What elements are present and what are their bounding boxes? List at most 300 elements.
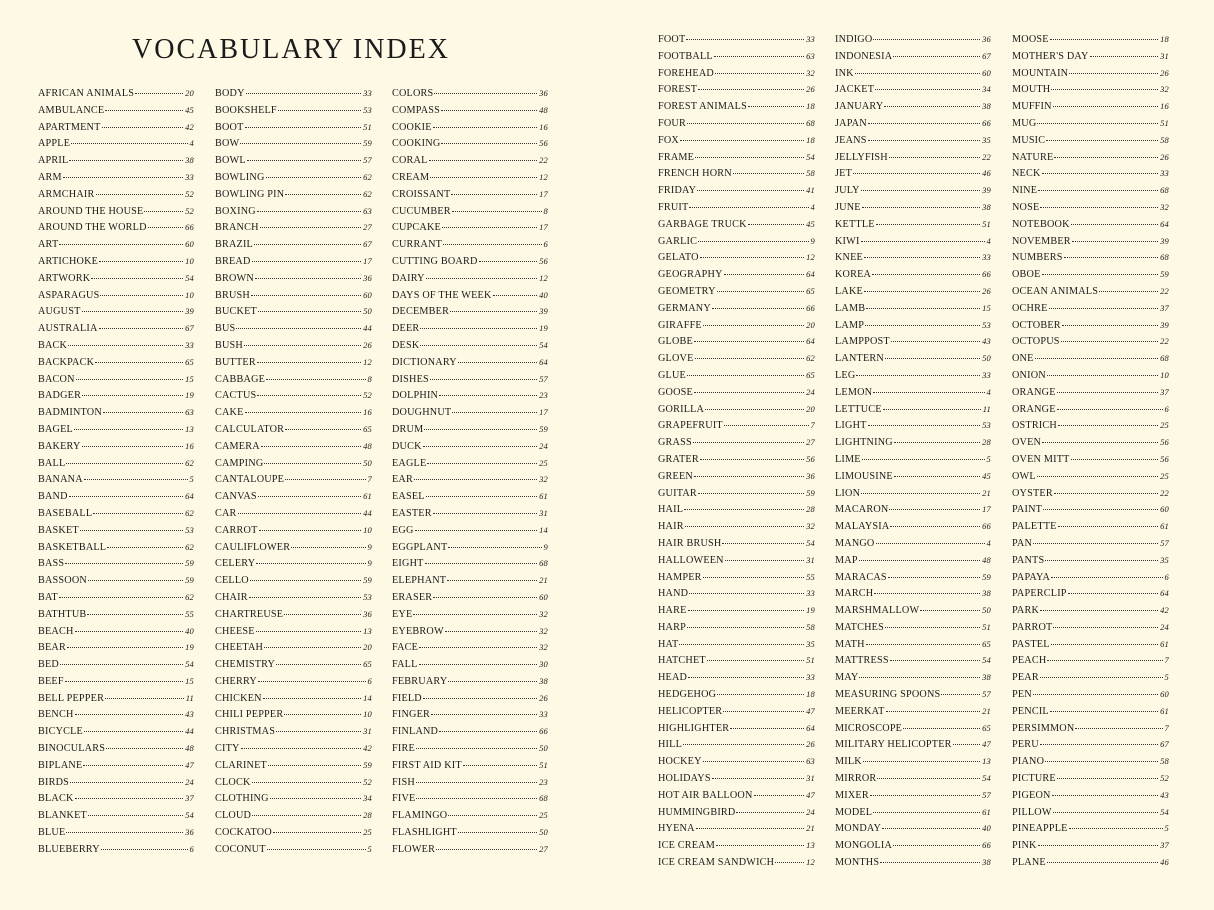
index-entry: [835, 773, 991, 790]
dot-leader: [698, 241, 808, 242]
entry-page-number: 53: [982, 420, 991, 431]
entry-page-number: 33: [185, 339, 194, 350]
entry-word: ONION: [1012, 369, 1046, 381]
index-entry: [658, 723, 815, 740]
dot-leader: [886, 711, 981, 712]
entry-page-number: 42: [1160, 605, 1169, 616]
index-column-5: [835, 34, 991, 874]
entry-page-number: 38: [982, 201, 991, 212]
entry-page-number: 33: [982, 369, 991, 380]
entry-page-number: 38: [539, 675, 548, 686]
index-entry: [658, 605, 815, 622]
dot-leader: [238, 513, 362, 514]
dot-leader: [436, 849, 537, 850]
dot-leader: [419, 647, 537, 648]
entry-page-number: 54: [982, 773, 991, 784]
index-entry: [215, 558, 372, 575]
index-entry: [215, 424, 372, 441]
entry-page-number: 6: [367, 675, 372, 686]
entry-word: ARTICHOKE: [38, 255, 99, 267]
entry-page-number: 6: [543, 239, 548, 250]
dot-leader: [101, 849, 188, 850]
dot-leader: [864, 257, 980, 258]
entry-word: EYEBROW: [392, 625, 444, 637]
index-entry: [835, 51, 991, 68]
index-entry: [658, 353, 815, 370]
dot-leader: [429, 160, 538, 161]
index-entry: [215, 793, 372, 810]
entry-word: FRIDAY: [658, 185, 697, 197]
entry-word: MAP: [835, 554, 858, 566]
entry-page-number: 53: [185, 524, 194, 535]
dot-leader: [1047, 660, 1162, 661]
entry-word: COCKATOO: [215, 827, 272, 839]
entry-word: BICYCLE: [38, 726, 83, 738]
index-entry: [1012, 823, 1169, 840]
entry-word: GLOVE: [658, 353, 694, 365]
entry-word: CHEETAH: [215, 642, 264, 654]
index-entry: [658, 202, 815, 219]
entry-page-number: 26: [539, 692, 548, 703]
index-entry: [38, 424, 194, 441]
dot-leader: [863, 761, 980, 762]
index-entry: [392, 777, 548, 794]
index-entry: [215, 105, 372, 122]
entry-word: CARROT: [215, 524, 258, 536]
entry-page-number: 55: [806, 571, 815, 582]
entry-word: HOT AIR BALLOON: [658, 789, 753, 801]
entry-word: CAKE: [215, 407, 244, 419]
index-entry: [38, 709, 194, 726]
entry-word: PERU: [1012, 739, 1039, 751]
dot-leader: [695, 358, 805, 359]
index-entry: [392, 709, 548, 726]
entry-page-number: 4: [189, 138, 194, 149]
entry-page-number: 59: [363, 138, 372, 149]
dot-leader: [82, 395, 183, 396]
entry-word: KOREA: [835, 269, 872, 281]
entry-page-number: 26: [806, 739, 815, 750]
index-entry: [38, 844, 194, 861]
entry-word: CHICKEN: [215, 692, 262, 704]
dot-leader: [1075, 728, 1162, 729]
entry-word: DAYS OF THE WEEK: [392, 289, 492, 301]
dot-leader: [941, 694, 980, 695]
entry-word: JELLYFISH: [835, 151, 888, 163]
entry-word: LION: [835, 487, 861, 499]
entry-word: MUFFIN: [1012, 101, 1052, 113]
entry-page-number: 10: [363, 524, 372, 535]
entry-word: BINOCULARS: [38, 743, 106, 755]
dot-leader: [754, 795, 805, 796]
entry-page-number: 6: [1164, 571, 1169, 582]
dot-leader: [698, 493, 804, 494]
index-entry: [38, 390, 194, 407]
entry-word: PILLOW: [1012, 806, 1052, 818]
index-entry: [215, 122, 372, 139]
index-entry: [215, 340, 372, 357]
entry-page-number: 62: [363, 188, 372, 199]
entry-page-number: 15: [185, 675, 194, 686]
dot-leader: [423, 698, 537, 699]
entry-page-number: 20: [185, 88, 194, 98]
entry-word: BADGER: [38, 390, 82, 402]
index-entry: [215, 827, 372, 844]
entry-page-number: 52: [185, 188, 194, 199]
entry-word: CHEESE: [215, 625, 255, 637]
dot-leader: [688, 677, 804, 678]
entry-page-number: 37: [185, 793, 194, 804]
entry-page-number: 26: [1160, 151, 1169, 162]
entry-word: GEOMETRY: [658, 285, 716, 297]
index-entry: [835, 185, 991, 202]
entry-word: BODY: [215, 88, 245, 99]
index-entry: [215, 256, 372, 273]
entry-word: FRUIT: [658, 201, 689, 213]
entry-page-number: 51: [363, 121, 372, 132]
entry-word: FINLAND: [392, 726, 439, 738]
entry-page-number: 65: [806, 285, 815, 296]
entry-page-number: 59: [363, 575, 372, 586]
dot-leader: [694, 341, 804, 342]
entry-page-number: 59: [363, 759, 372, 770]
entry-page-number: 41: [806, 185, 815, 196]
index-entry: [215, 474, 372, 491]
index-entry: [392, 390, 548, 407]
index-entry: [835, 723, 991, 740]
dot-leader: [862, 459, 985, 460]
dot-leader: [99, 328, 184, 329]
entry-page-number: 68: [539, 558, 548, 569]
entry-word: COMPASS: [392, 104, 441, 116]
dot-leader: [684, 509, 804, 510]
entry-word: BACON: [38, 373, 75, 385]
entry-page-number: 21: [806, 823, 815, 834]
dot-leader: [1051, 89, 1158, 90]
entry-page-number: 22: [539, 155, 548, 166]
entry-page-number: 64: [539, 356, 548, 367]
entry-word: CHAIR: [215, 591, 248, 603]
index-entry: [1012, 605, 1169, 622]
dot-leader: [1054, 157, 1158, 158]
entry-page-number: 28: [982, 437, 991, 448]
index-entry: [38, 659, 194, 676]
index-entry: [835, 370, 991, 387]
entry-word: CALCULATOR: [215, 423, 285, 435]
index-entry: [215, 777, 372, 794]
entry-word: MOUTH: [1012, 84, 1051, 96]
dot-leader: [870, 795, 980, 796]
entry-word: BRAZIL: [215, 239, 253, 251]
entry-page-number: 64: [806, 336, 815, 347]
entry-word: EAR: [392, 474, 413, 486]
index-entry: [392, 138, 548, 155]
entry-word: COOKING: [392, 138, 441, 150]
dot-leader: [1050, 39, 1158, 40]
entry-word: CITY: [215, 743, 240, 755]
entry-word: CLOTHING: [215, 793, 269, 805]
dot-leader: [1062, 325, 1158, 326]
entry-word: ICE CREAM SANDWICH: [658, 857, 775, 869]
entry-page-number: 56: [1160, 437, 1169, 448]
entry-word: MATTRESS: [835, 655, 889, 667]
entry-page-number: 60: [539, 591, 548, 602]
dot-leader: [1058, 425, 1158, 426]
entry-word: NOSE: [1012, 201, 1040, 213]
entry-page-number: 38: [982, 672, 991, 683]
entry-page-number: 9: [367, 558, 372, 569]
entry-page-number: 32: [1160, 201, 1169, 212]
entry-word: MANGO: [835, 537, 875, 549]
entry-page-number: 25: [539, 810, 548, 821]
index-entry: [1012, 168, 1169, 185]
dot-leader: [266, 177, 362, 178]
index-entry: [835, 706, 991, 723]
dot-leader: [722, 543, 804, 544]
entry-page-number: 44: [363, 323, 372, 334]
entry-word: FLAMINGO: [392, 810, 448, 822]
entry-word: OVEN: [1012, 437, 1042, 449]
entry-word: MEERKAT: [835, 705, 885, 717]
index-entry: [392, 542, 548, 559]
dot-leader: [59, 597, 183, 598]
index-entry: [392, 357, 548, 374]
entry-word: MONTHS: [835, 857, 880, 869]
entry-page-number: 12: [363, 356, 372, 367]
entry-page-number: 24: [1160, 621, 1169, 632]
index-entry: [1012, 689, 1169, 706]
entry-word: BELL PEPPER: [38, 692, 105, 704]
entry-word: JACKET: [835, 84, 875, 96]
dot-leader: [868, 140, 981, 141]
dot-leader: [266, 379, 365, 380]
index-entry: [392, 239, 548, 256]
entry-word: CHARTREUSE: [215, 608, 284, 620]
entry-page-number: 45: [185, 104, 194, 115]
entry-word: LAMB: [835, 302, 866, 314]
dot-leader: [439, 731, 537, 732]
index-entry: [658, 185, 815, 202]
index-entry: [1012, 202, 1169, 219]
dot-leader: [1069, 828, 1163, 829]
entry-page-number: 54: [185, 272, 194, 283]
entry-word: GEOGRAPHY: [658, 269, 723, 281]
entry-page-number: 67: [363, 239, 372, 250]
index-entry: [392, 474, 548, 491]
dot-leader: [1047, 862, 1158, 863]
index-entry: [835, 68, 991, 85]
dot-leader: [685, 526, 804, 527]
index-entry: [392, 424, 548, 441]
entry-page-number: 9: [810, 235, 815, 246]
index-entry: [392, 407, 548, 424]
entry-word: BEAR: [38, 642, 66, 654]
entry-word: AUGUST: [38, 306, 81, 318]
entry-word: MIXER: [835, 789, 869, 801]
entry-word: MOTHER'S DAY: [1012, 50, 1089, 62]
entry-word: CREAM: [392, 171, 430, 183]
entry-page-number: 13: [363, 625, 372, 636]
dot-leader: [714, 56, 804, 57]
entry-page-number: 33: [806, 34, 815, 44]
index-entry: [835, 504, 991, 521]
entry-word: HARP: [658, 621, 686, 633]
index-entry: [658, 269, 815, 286]
entry-word: HALLOWEEN: [658, 554, 724, 566]
dot-leader: [893, 56, 980, 57]
entry-page-number: 68: [1160, 185, 1169, 196]
entry-word: BEACH: [38, 625, 74, 637]
dot-leader: [1042, 274, 1159, 275]
entry-word: ERASER: [392, 591, 433, 603]
entry-page-number: 62: [363, 171, 372, 182]
entry-page-number: 27: [363, 222, 372, 233]
entry-page-number: 16: [539, 121, 548, 132]
entry-word: FEBRUARY: [392, 675, 448, 687]
index-entry: [835, 538, 991, 555]
entry-word: HAND: [658, 588, 689, 600]
entry-page-number: 54: [806, 151, 815, 162]
entry-word: PIANO: [1012, 756, 1045, 768]
index-entry: [658, 370, 815, 387]
entry-page-number: 44: [185, 726, 194, 737]
index-entry: [1012, 739, 1169, 756]
entry-word: LAKE: [835, 285, 863, 297]
dot-leader: [696, 828, 804, 829]
entry-page-number: 61: [363, 491, 372, 502]
entry-page-number: 7: [367, 474, 372, 485]
index-entry: [658, 773, 815, 790]
entry-page-number: 63: [806, 50, 815, 61]
entry-page-number: 36: [185, 827, 194, 838]
entry-word: CANVAS: [215, 491, 257, 503]
dot-leader: [65, 563, 183, 564]
entry-word: HAMPER: [658, 571, 702, 583]
entry-word: HYENA: [658, 823, 695, 835]
index-entry: [392, 609, 548, 626]
entry-word: BLANKET: [38, 810, 87, 822]
index-entry: [835, 454, 991, 471]
entry-page-number: 4: [986, 235, 991, 246]
entry-word: APARTMENT: [38, 121, 101, 133]
index-entry: [658, 336, 815, 353]
dot-leader: [953, 744, 980, 745]
entry-page-number: 33: [185, 171, 194, 182]
entry-word: MARACAS: [835, 571, 887, 583]
entry-word: MAY: [835, 672, 859, 684]
index-entry: [658, 51, 815, 68]
entry-word: KETTLE: [835, 218, 875, 230]
dot-leader: [414, 479, 537, 480]
index-entry: [215, 659, 372, 676]
dot-leader: [703, 577, 804, 578]
entry-page-number: 33: [539, 709, 548, 720]
entry-page-number: 21: [982, 705, 991, 716]
index-entry: [38, 760, 194, 777]
index-entry: [1012, 286, 1169, 303]
dot-leader: [723, 711, 804, 712]
entry-page-number: 17: [539, 188, 548, 199]
entry-word: EASTER: [392, 507, 432, 519]
dot-leader: [442, 227, 537, 228]
dot-leader: [1038, 190, 1158, 191]
dot-leader: [434, 93, 537, 94]
index-entry: [215, 306, 372, 323]
entry-page-number: 16: [185, 440, 194, 451]
index-entry: [1012, 420, 1169, 437]
entry-page-number: 43: [185, 709, 194, 720]
entry-page-number: 61: [539, 491, 548, 502]
index-entry: [392, 558, 548, 575]
index-entry: [658, 555, 815, 572]
entry-page-number: 22: [1160, 336, 1169, 347]
entry-word: GRATER: [658, 453, 699, 465]
index-entry: [658, 488, 815, 505]
entry-word: APRIL: [38, 155, 69, 167]
index-entry: [835, 488, 991, 505]
entry-page-number: 16: [363, 407, 372, 418]
entry-word: HOLIDAYS: [658, 773, 711, 785]
entry-word: OWL: [1012, 470, 1036, 482]
index-entry: [1012, 773, 1169, 790]
index-entry: [1012, 538, 1169, 555]
entry-word: BUS: [215, 323, 236, 335]
entry-page-number: 59: [539, 423, 548, 434]
entry-page-number: 63: [363, 205, 372, 216]
entry-page-number: 62: [185, 541, 194, 552]
entry-page-number: 56: [806, 453, 815, 464]
dot-leader: [259, 530, 362, 531]
entry-page-number: 33: [806, 672, 815, 683]
entry-page-number: 63: [806, 756, 815, 767]
index-entry: [1012, 840, 1169, 857]
index-entry: [38, 273, 194, 290]
entry-page-number: 25: [1160, 470, 1169, 481]
index-entry: [1012, 437, 1169, 454]
entry-page-number: 56: [539, 138, 548, 149]
entry-page-number: 19: [185, 390, 194, 401]
entry-page-number: 10: [1160, 369, 1169, 380]
index-entry: [38, 105, 194, 122]
index-entry: [835, 320, 991, 337]
entry-page-number: 36: [982, 34, 991, 44]
index-entry: [38, 693, 194, 710]
entry-page-number: 42: [185, 121, 194, 132]
dot-leader: [278, 110, 361, 111]
index-entry: [658, 437, 815, 454]
index-entry: [215, 491, 372, 508]
dot-leader: [285, 429, 361, 430]
dot-leader: [59, 244, 183, 245]
index-entry: [1012, 555, 1169, 572]
entry-word: PALETTE: [1012, 521, 1057, 533]
entry-page-number: 33: [982, 252, 991, 263]
dot-leader: [256, 631, 361, 632]
entry-page-number: 62: [806, 353, 815, 364]
index-entry: [1012, 101, 1169, 118]
dot-leader: [1040, 207, 1158, 208]
dot-leader: [240, 143, 361, 144]
index-entry: [1012, 336, 1169, 353]
entry-word: BOOKSHELF: [215, 104, 277, 116]
entry-word: ICE CREAM: [658, 840, 715, 852]
entry-page-number: 27: [806, 437, 815, 448]
index-entry: [658, 840, 815, 857]
dot-leader: [425, 563, 538, 564]
entry-page-number: 17: [539, 407, 548, 418]
entry-word: JULY: [835, 185, 860, 197]
dot-leader: [80, 530, 183, 531]
